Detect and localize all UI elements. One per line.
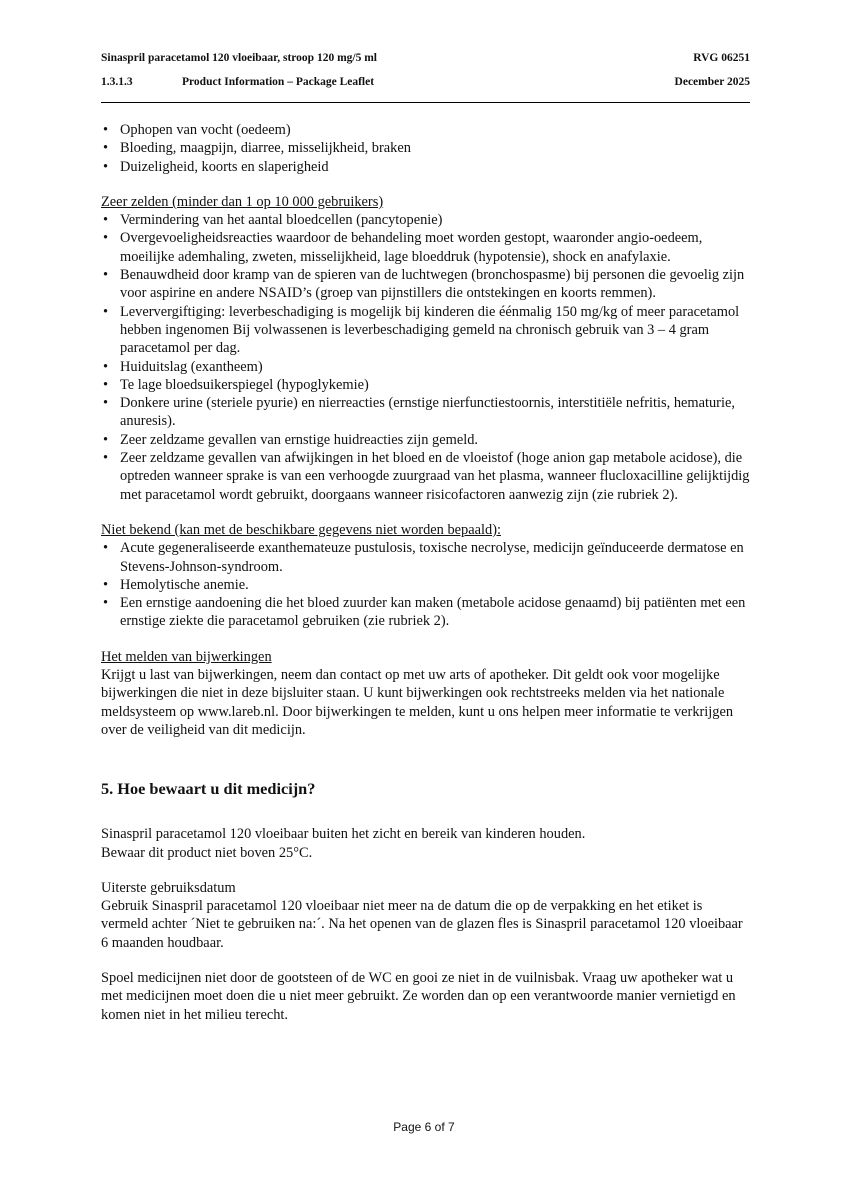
list-item: • Overgevoeligheidsreacties waardoor de behandeling moet worden gestopt, waaronder angio-oedeem, moeilijke ademhaling, zweten, misselijkheid, lage bloeddruk (hypotensie), shock en anafylaxie. xyxy=(101,229,751,266)
list-item: • Zeer zeldzame gevallen van afwijkingen in het bloed en de vloeistof (hoge anion gap metabole acidose), die optreden wanneer sprake is van een verhoogde zuurgraad van het plasma, wanneer flucloxacilline gelijktijdig met paracetamol wordt gebruikt, doorgaans wanneer risicofactoren aanwezig zijn (zie rubriek 2). xyxy=(101,449,751,504)
list-item: • Een ernstige aandoening die het bloed zuurder kan maken (metabole acidose genaamd) bij patiënten met een ernstige ziekte die paracetamol gebruiken (zie rubriek 2). xyxy=(101,594,751,631)
page-header xyxy=(101,52,750,103)
header-row-2 xyxy=(101,76,750,92)
list-item: • Duizeligheid, koorts en slaperigheid xyxy=(101,158,751,176)
storage-line-1: Sinaspril paracetamol 120 vloeibaar buiten het zicht en bereik van kinderen houden. xyxy=(101,826,586,843)
list-item: • Vermindering van het aantal bloedcellen (pancytopenie) xyxy=(101,211,751,229)
section-5-title: 5. Hoe bewaart u dit medicijn? xyxy=(101,779,316,799)
list-item: • Bloeding, maagpijn, diarree, misselijkheid, braken xyxy=(101,139,751,157)
disposal-text: Spoel medicijnen niet door de gootsteen of de WC en gooi ze niet in de vuilnisbak. Vraag uw apotheker wat u met medicijnen moet doen die u niet meer gebruikt. Ze worden dan op een verantwoorde manier vernietigd en komen niet in het milieu terecht. xyxy=(101,969,736,1023)
list-item: • Zeer zeldzame gevallen van ernstige huidreacties zijn gemeld. xyxy=(101,431,751,449)
very-rare-heading: Zeer zelden (minder dan 1 op 10 000 gebruikers) xyxy=(101,193,384,210)
header-section-number: 1.3.1.3 xyxy=(101,76,133,88)
header-date: December 2025 xyxy=(674,76,750,88)
list-item: • Ophopen van vocht (oedeem) xyxy=(101,121,751,139)
very-rare-list xyxy=(101,211,751,504)
expiry-heading: Uiterste gebruiksdatum xyxy=(101,879,236,896)
storage-line-2: Bewaar dit product niet boven 25°C. xyxy=(101,844,313,861)
list-item: • Leververgiftiging: leverbeschadiging is mogelijk bij kinderen die éénmalig 150 mg/kg of meer paracetamol hebben ingenomen Bij volwassenen is leverbeschadiging gemeld na chronisch gebruik van 3 – 4 gram paracetamol per dag. xyxy=(101,303,751,358)
list-item: • Te lage bloedsuikerspiegel (hypoglykemie) xyxy=(101,376,751,394)
list-item: • Acute gegeneraliseerde exanthemateuze pustulosis, toxische necrolyse, medicijn geïnduceerde dermatose en Stevens-Johnson-syndroom. xyxy=(101,539,751,576)
list-item: • Benauwdheid door kramp van de spieren van de luchtwegen (bronchospasme) bij personen die gevoelig zijn voor aspirine en andere NSAID’s (groep van pijnstillers die ontstekingen en koorts remmen). xyxy=(101,266,751,303)
list-item: • Hemolytische anemie. xyxy=(101,576,751,594)
unknown-frequency-heading: Niet bekend (kan met de beschikbare gegevens niet worden bepaald): xyxy=(101,521,501,538)
leaflet-content xyxy=(101,121,751,1024)
unknown-frequency-list xyxy=(101,539,751,630)
reporting-text: Krijgt u last van bijwerkingen, neem dan contact op met uw arts of apotheker. Dit geldt ook voor mogelijke bijwerkingen die niet in deze bijsluiter staan. U kunt bijwerkingen ook rechtstreeks melden via het nationale meldsysteem op www.lareb.nl. Door bijwerkingen te melden, kunt u ons helpen meer informatie te verkrijgen over de veiligheid van dit medicijn. xyxy=(101,667,734,738)
side-effects-list-top xyxy=(101,121,751,176)
expiry-text: Gebruik Sinaspril paracetamol 120 vloeibaar niet meer na de datum die op de verpakking en het etiket is vermeld achter ´Niet te gebruiken na:´. Na het openen van de glazen fles is Sinaspril paracetamol 120 vloeibaar 6 maanden houdbaar. xyxy=(101,898,743,951)
list-item: • Donkere urine (steriele pyurie) en nierreacties (ernstige nierfunctiestoornis, interstitiële nefritis, hematurie, anuresis). xyxy=(101,394,751,431)
header-row-1 xyxy=(101,52,750,68)
list-item: • Huiduitslag (exantheem) xyxy=(101,358,751,376)
page-number: Page 6 of 7 xyxy=(393,1120,455,1134)
header-product: Sinaspril paracetamol 120 vloeibaar, stroop 120 mg/5 ml xyxy=(101,52,377,64)
header-doc-title: Product Information – Package Leaflet xyxy=(182,76,375,88)
reporting-heading: Het melden van bijwerkingen xyxy=(101,648,272,665)
header-rvg: RVG 06251 xyxy=(693,52,750,64)
